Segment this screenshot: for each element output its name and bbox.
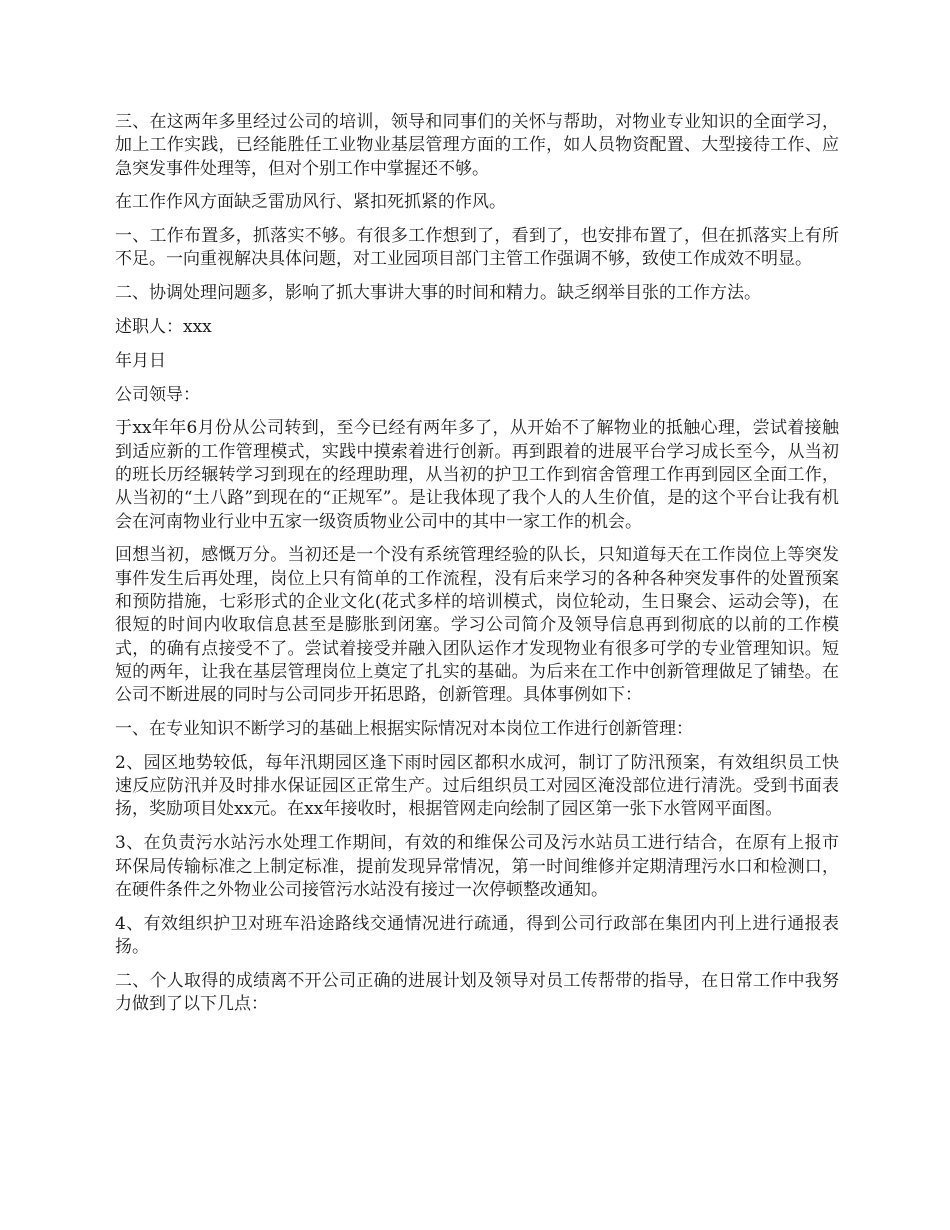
document-body [115, 111, 839, 1027]
signature-line: 述职人：xxx [115, 317, 212, 338]
section-heading-innovation: 一、在专业知识不断学习的基础上根据实际情况对本岗位工作进行创新管理： [115, 719, 693, 740]
list-item-flood-prevention: 2、园区地势较低，每年汛期园区逢下雨时园区都积水成河，制订了防汛预案，有效组织员工快速反应防汛并及时排水保证园区正常生产。过后组织员工对园区淹没部位进行清洗。受到书面表扬，奖励项目处xx元。在xx年接收时，根据管网走向绘制了园区第一张下水管网平面图。 [115, 752, 839, 820]
paragraph-shortcoming-two: 二、协调处理问题多，影响了抓大事讲大事的时间和精力。缺乏纲举目张的工作方法。 [115, 283, 761, 304]
list-item-traffic-escort: 4、有效组织护卫对班车沿途路线交通情况进行疏通，得到公司行政部在集团内刊上进行通报表扬。 [115, 913, 839, 957]
paragraph-reflection: 回想当初，感慨万分。当初还是一个没有系统管理经验的队长，只知道每天在工作岗位上等突发事件发生后再处理，岗位上只有简单的工作流程，没有后来学习的各种各种突发事件的处置预案和预防措施，七彩形式的企业文化(花式多样的培训模式，岗位轮动，生日聚会、运动会等)，在很短的时间内收取信息甚至是膨胀到闭塞。学习公司简介及领导信息再到彻底的以前的工作模式，的确有点接受不了。尝试着接受并融入团队运作才发现物业有很多可学的专业管理知识。短短的两年，让我在基层管理岗位上奠定了扎实的基础。为后来在工作中创新管理做足了铺垫。在公司不断进展的同时与公司同步开拓思路，创新管理。具体事例如下： [115, 545, 839, 706]
section-heading-achievements: 二、个人取得的成绩离不开公司正确的进展计划及领导对员工传帮带的指导，在日常工作中我努力做到了以下几点： [115, 970, 839, 1014]
list-item-sewage-station: 3、在负责污水站污水处理工作期间，有效的和维保公司及污水站员工进行结合，在原有上报市环保局传输标准之上制定标准，提前发现异常情况，第一时间维修并定期清理污水口和检测口，在硬件条件之外物业公司接管污水站没有接过一次停顿整改通知。 [115, 833, 839, 900]
paragraph-work-style: 在工作作风方面缺乏雷劢风行、紧扣死抓紧的作风。 [115, 192, 506, 213]
paragraph-introduction: 于xx年年6月份从公司转到，至今已经有两年多了，从开始不了解物业的抵触心理，尝试着接触到适应新的工作管理模式，实践中摸索着进行创新。再到跟着的进展平台学习成长至今，从当初的班长历经辗转学习到现在的经理助理，从当初的护卫工作到宿舍管理工作再到园区全面工作，从当初的“土八路”到现在的“正规军”。是让我体现了我个人的人生价值，是的这个平台让我有机会在河南物业行业中五家一级资质物业公司中的其中一家工作的机会。 [115, 418, 839, 532]
paragraph-shortcoming-one: 一、工作布置多，抓落实不够。有很多工作想到了，看到了，也安排布置了，但在抓落实上有所不足。一向重视解决具体问题，对工业园项目部门主管工作强调不够，致使工作成效不明显。 [115, 226, 839, 270]
paragraph-training-summary: 三、在这两年多里经过公司的培训，领导和同事们的关怀与帮助，对物业专业知识的全面学习，加上工作实践，已经能胜任工业物业基层管理方面的工作，如人员物资配置、大型接待工作、应急突发事件处理等，但对个别工作中掌握还不够。 [115, 112, 839, 179]
date-line: 年月日 [115, 350, 166, 371]
salutation: 公司领导： [115, 384, 200, 405]
